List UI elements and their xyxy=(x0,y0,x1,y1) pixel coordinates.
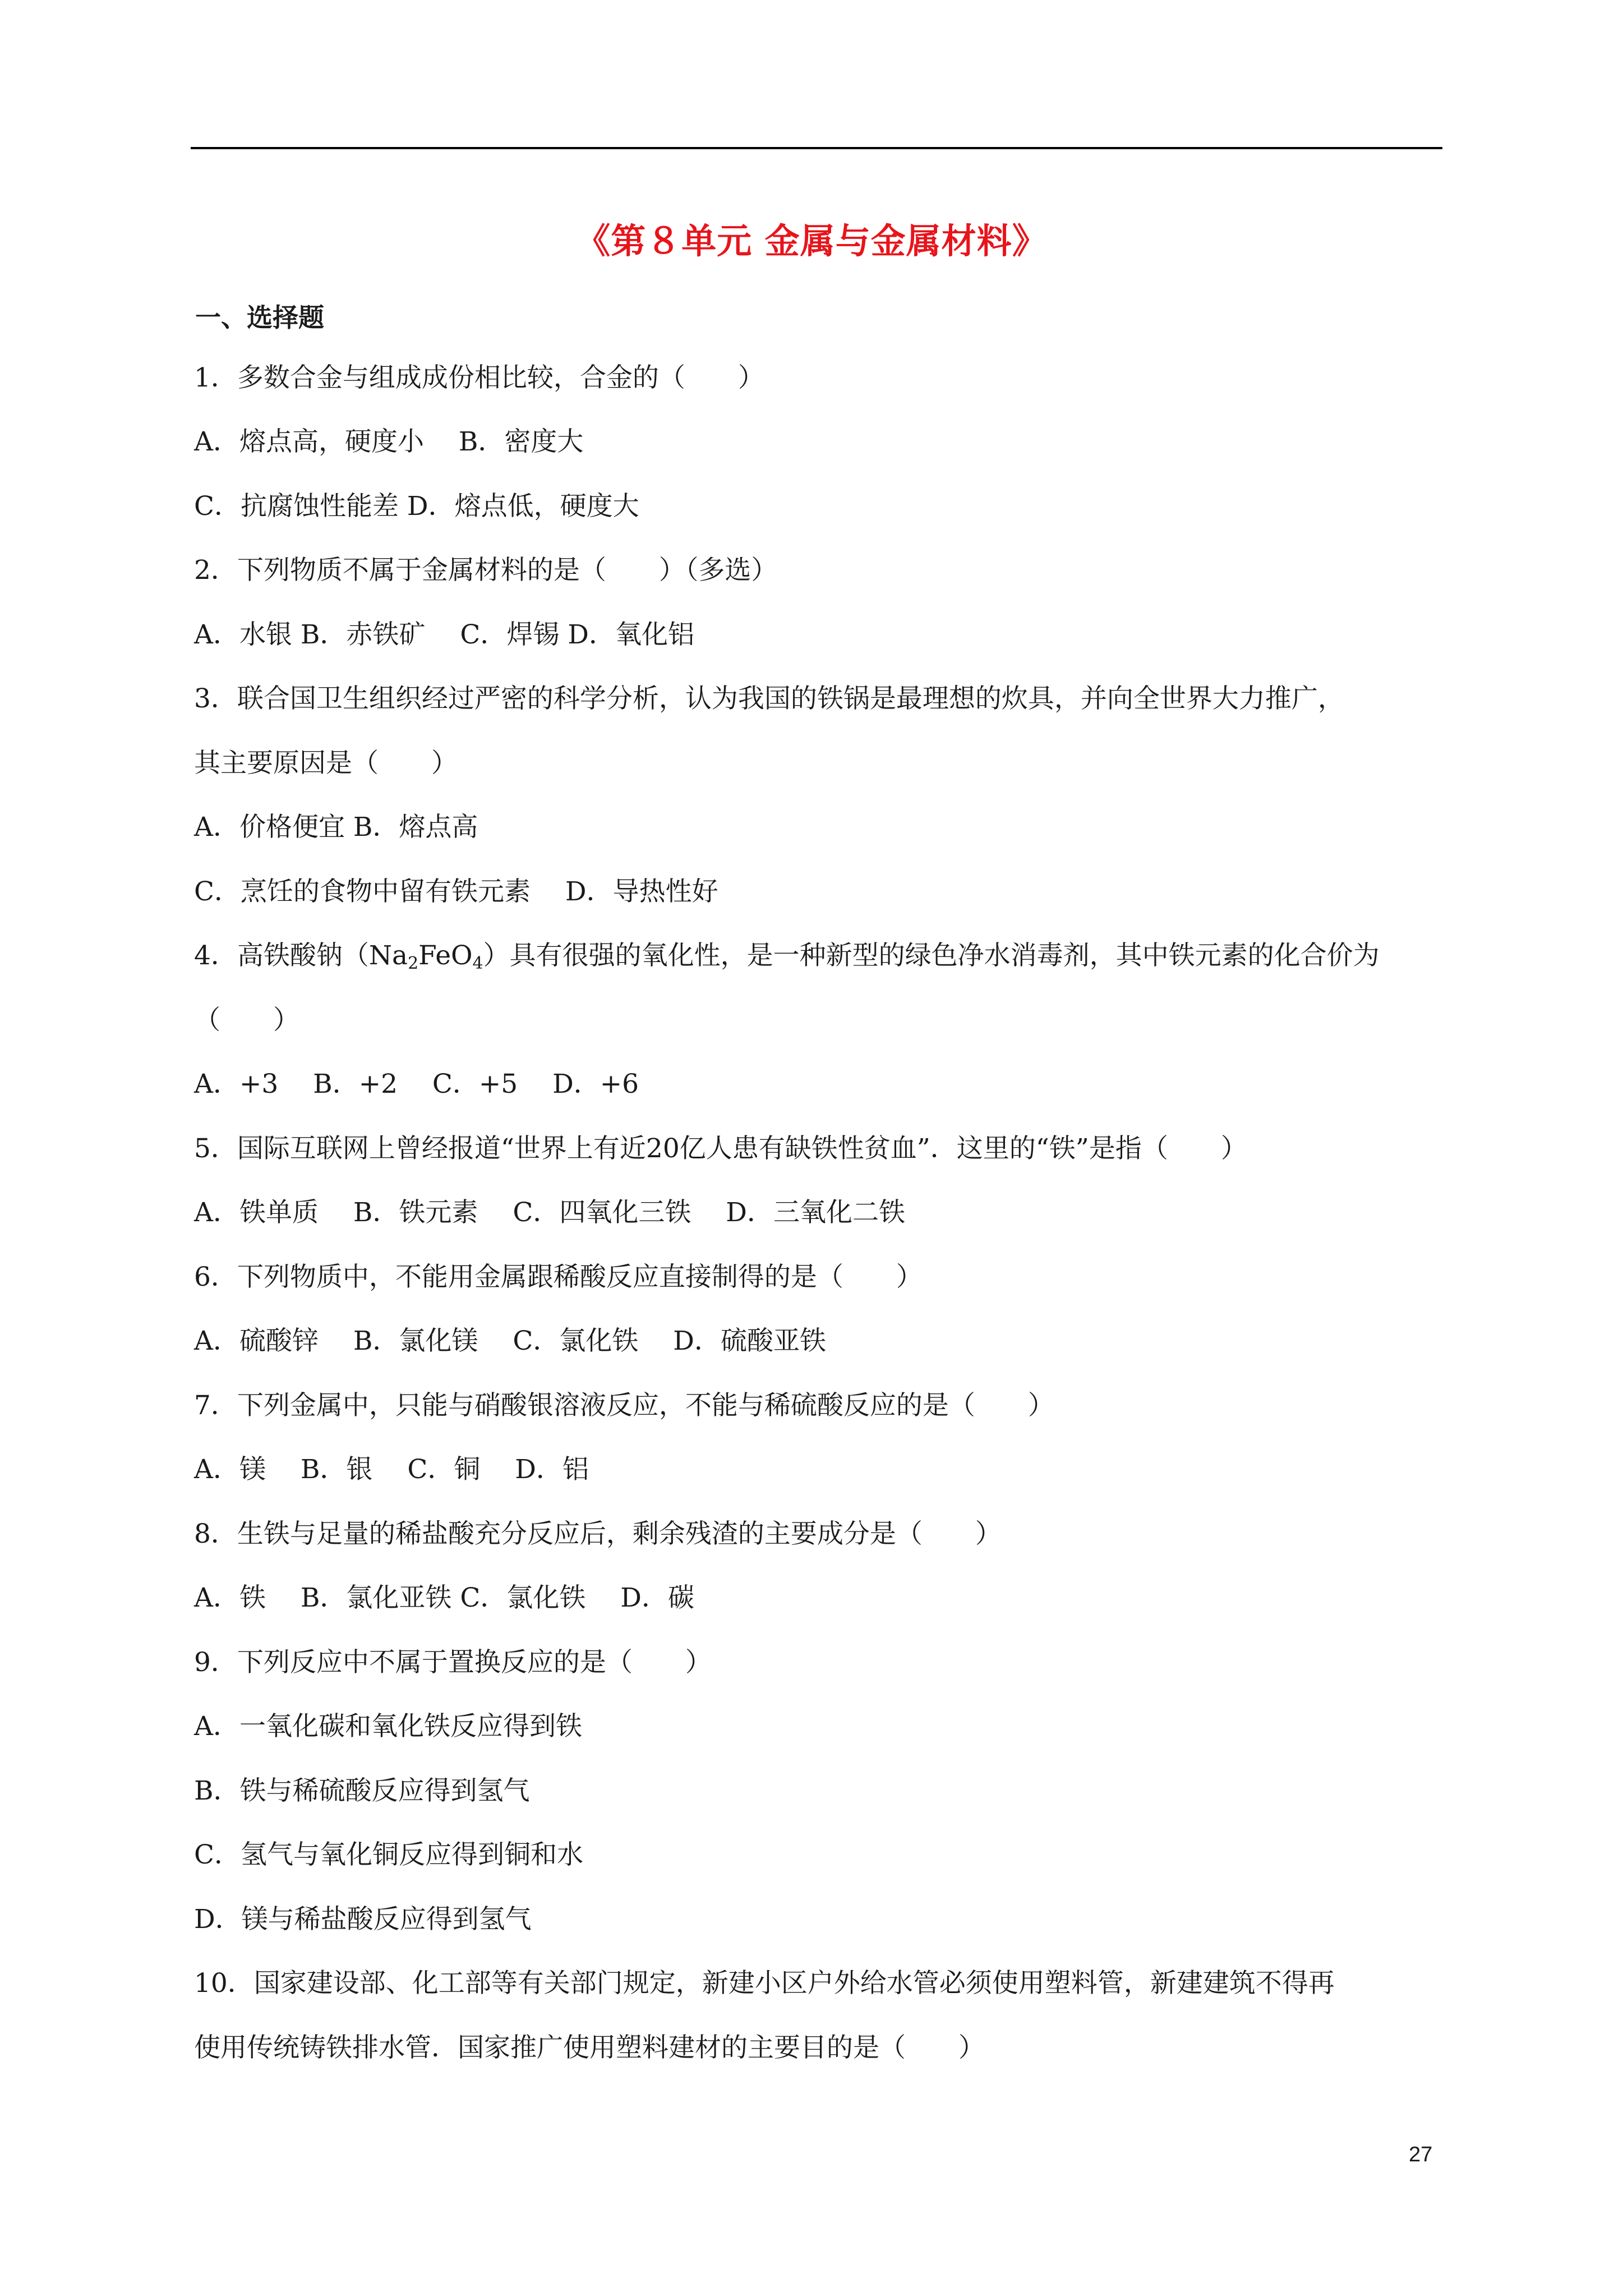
question-4-line2: （ ） xyxy=(194,1005,299,1036)
question-7: 7．下列金属中，只能与硝酸银溶液反应，不能与稀硫酸反应的是（ ） xyxy=(194,1390,1054,1421)
q6-options: A．硫酸锌 B．氯化镁 C．氯化铁 D．硫酸亚铁 xyxy=(194,1326,826,1356)
q4-options: A．+3 B．+2 C．+5 D．+6 xyxy=(194,1069,639,1099)
q4-subscript-2: 2 xyxy=(408,954,419,973)
question-4-line1 xyxy=(194,940,1380,973)
question-8: 8．生铁与足量的稀盐酸充分反应后，剩余残渣的主要成分是（ ） xyxy=(194,1519,1002,1549)
q9-option-b: B．铁与稀硫酸反应得到氢气 xyxy=(194,1775,530,1806)
q1-options-ab: A．熔点高，硬度小 B．密度大 xyxy=(194,426,584,457)
q3-options-ab: A．价格便宜 B．熔点高 xyxy=(194,812,478,843)
q9-option-a: A．一氧化碳和氧化铁反应得到铁 xyxy=(194,1711,582,1742)
question-9: 9．下列反应中不属于置换反应的是（ ） xyxy=(194,1647,712,1678)
question-10-line1: 10．国家建设部、化工部等有关部门规定，新建小区户外给水管必须使用塑料管，新建建筑不得再 xyxy=(194,1968,1335,1999)
q4-text-start: 4．高铁酸钠（Na xyxy=(194,940,408,971)
q8-options: A．铁 B．氯化亚铁 C．氯化铁 D．碳 xyxy=(194,1582,694,1613)
q4-subscript-4: 4 xyxy=(472,954,483,973)
q5-options: A．铁单质 B．铁元素 C．四氧化三铁 D．三氧化二铁 xyxy=(194,1197,905,1228)
q9-option-c: C．氢气与氧化铜反应得到铜和水 xyxy=(194,1839,583,1870)
q9-option-d: D．镁与稀盐酸反应得到氢气 xyxy=(194,1904,532,1935)
question-3-line1: 3．联合国卫生组织经过严密的科学分析，认为我国的铁锅是最理想的炊具，并向全世界大力推广， xyxy=(194,683,1344,714)
question-3-line2: 其主要原因是（ ） xyxy=(194,748,458,779)
q3-options-cd: C．烹饪的食物中留有铁元素 D．导热性好 xyxy=(194,876,718,907)
question-6: 6．下列物质中，不能用金属跟稀酸反应直接制得的是（ ） xyxy=(194,1262,923,1292)
question-10-line2: 使用传统铸铁排水管．国家推广使用塑料建材的主要目的是（ ） xyxy=(194,2032,985,2063)
question-2: 2．下列物质不属于金属材料的是（ ）（多选） xyxy=(194,555,778,586)
header-rule xyxy=(191,147,1442,149)
question-1: 1．多数合金与组成成份相比较，合金的（ ） xyxy=(194,362,764,393)
page-title: 《第８单元 金属与金属材料》 xyxy=(575,220,1048,261)
q4-text-end: ）具有很强的氧化性，是一种新型的绿色净水消毒剂，其中铁元素的化合价为 xyxy=(483,940,1380,971)
section-heading: 一、选择题 xyxy=(195,302,324,333)
q4-formula-mid: FeO xyxy=(418,940,473,971)
q1-options-cd: C．抗腐蚀性能差 D．熔点低，硬度大 xyxy=(194,491,639,522)
page-number: 27 xyxy=(1409,2143,1433,2166)
question-5: 5．国际互联网上曾经报道“世界上有近20亿人患有缺铁性贫血”．这里的“铁”是指（ ） xyxy=(194,1133,1247,1164)
q2-options: A．水银 B．赤铁矿 C．焊锡 D．氧化铝 xyxy=(194,619,694,650)
q7-options: A．镁 B．银 C．铜 D．铝 xyxy=(194,1454,589,1485)
